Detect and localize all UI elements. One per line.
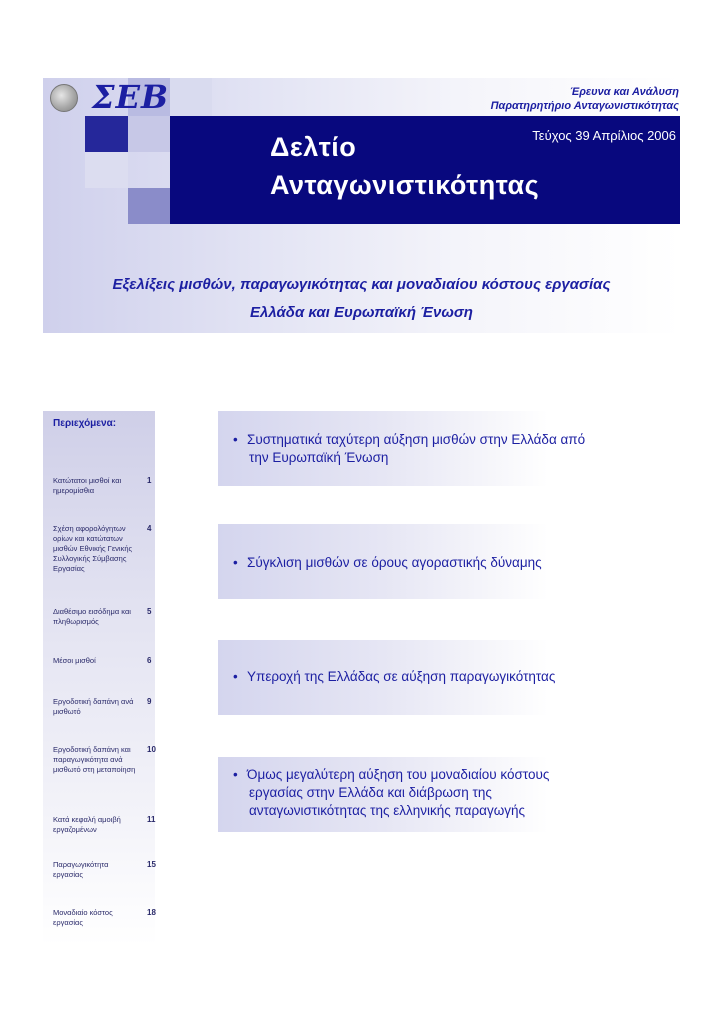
bullet-icon: • [233,432,238,447]
highlight-bullet [233,668,555,686]
bullet-icon: • [233,767,238,782]
toc-item-page: 4 [147,524,152,533]
toc-item-page: 9 [147,697,152,706]
tagline [491,85,679,113]
toc-item[interactable] [53,656,151,666]
decor-square [128,116,170,152]
toc-item-page: 15 [147,860,156,869]
toc-heading: Περιεχόμενα: [53,418,117,429]
toc-item[interactable] [53,908,156,928]
toc-item-label: Παραγωγικότητα εργασίας [53,860,109,879]
toc-item-page: 18 [147,908,156,917]
decor-square [85,152,128,188]
toc-item[interactable] [53,745,156,775]
toc-item-page: 1 [147,476,152,485]
toc-item-label: Κατά κεφαλή αμοιβή εργαζομένων [53,815,121,834]
tagline-line: Έρευνα και Ανάλυση [569,86,679,98]
toc-item-page: 11 [147,815,156,824]
bullet-line: Όμως μεγαλύτερη αύξηση του μοναδιαίου κόστους [247,767,550,782]
medallion-icon [50,84,78,112]
subtitle-line: Ελλάδα και Ευρωπαϊκή Ένωση [250,304,473,321]
toc-item-label: Διαθέσιμο εισόδημα και πληθωρισμός [53,607,131,626]
highlight-bullet [233,431,585,467]
toc-item[interactable] [53,860,156,880]
bullet-line: Υπεροχή της Ελλάδας σε αύξηση παραγωγικότητας [247,669,556,684]
subtitle [43,271,680,327]
toc-item-label: Εργοδοτική δαπάνη ανά μισθωτό [53,697,134,716]
toc-item[interactable] [53,476,151,496]
toc-item-page: 10 [147,745,156,754]
subtitle-line: Εξελίξεις μισθών, παραγωγικότητας και μοναδιαίου κόστους εργασίας [112,276,611,293]
bullet-line: την Ευρωπαϊκή Ένωση [249,450,389,465]
bullet-line: ανταγωνιστικότητας της ελληνικής παραγωγής [249,803,526,818]
bullet-line: Συστηματικά ταχύτερη αύξηση μισθών στην Ελλάδα από [247,432,586,447]
highlight-bullet [233,554,542,572]
toc-item-label: Μέσοι μισθοί [53,656,96,665]
issue-label: Τεύχος 39 Απρίλιος 2006 [532,128,676,143]
toc-item[interactable] [53,697,151,717]
toc-item[interactable] [53,815,156,835]
title-line: Ανταγωνιστικότητας [270,170,540,200]
toc-item[interactable] [53,524,151,574]
toc-item-label: Κατώτατοι μισθοί και ημερομίσθια [53,476,122,495]
toc-item-label: Εργοδοτική δαπάνη και παραγωγικότητα ανά μισθωτό στη μεταποίηση [53,745,136,774]
toc-item[interactable] [53,607,151,627]
decor-square [85,116,128,152]
bullet-icon: • [233,555,238,570]
bullet-line: εργασίας στην Ελλάδα και διάβρωση της [249,785,492,800]
highlight-bullet [233,766,549,820]
bullet-line: Σύγκλιση μισθών σε όρους αγοραστικής δύναμης [247,555,542,570]
decor-square [170,78,212,116]
bullet-icon: • [233,669,238,684]
toc-item-page: 5 [147,607,152,616]
toc-item-label: Σχέση αφορολόγητων ορίων και κατώτατων μισθών Εθνικής Γενικής Συλλογικής Σύμβασης Εργασίας [53,524,133,573]
toc-item-page: 6 [147,656,152,665]
logo: ΣΕΒ [92,78,170,116]
toc-item-label: Μοναδιαίο κόστος εργασίας [53,908,113,927]
page-title [270,128,539,204]
tagline-line: Παρατηρητήριο Ανταγωνιστικότητας [490,100,679,112]
title-line: Δελτίο [270,132,357,162]
decor-square [128,188,170,224]
